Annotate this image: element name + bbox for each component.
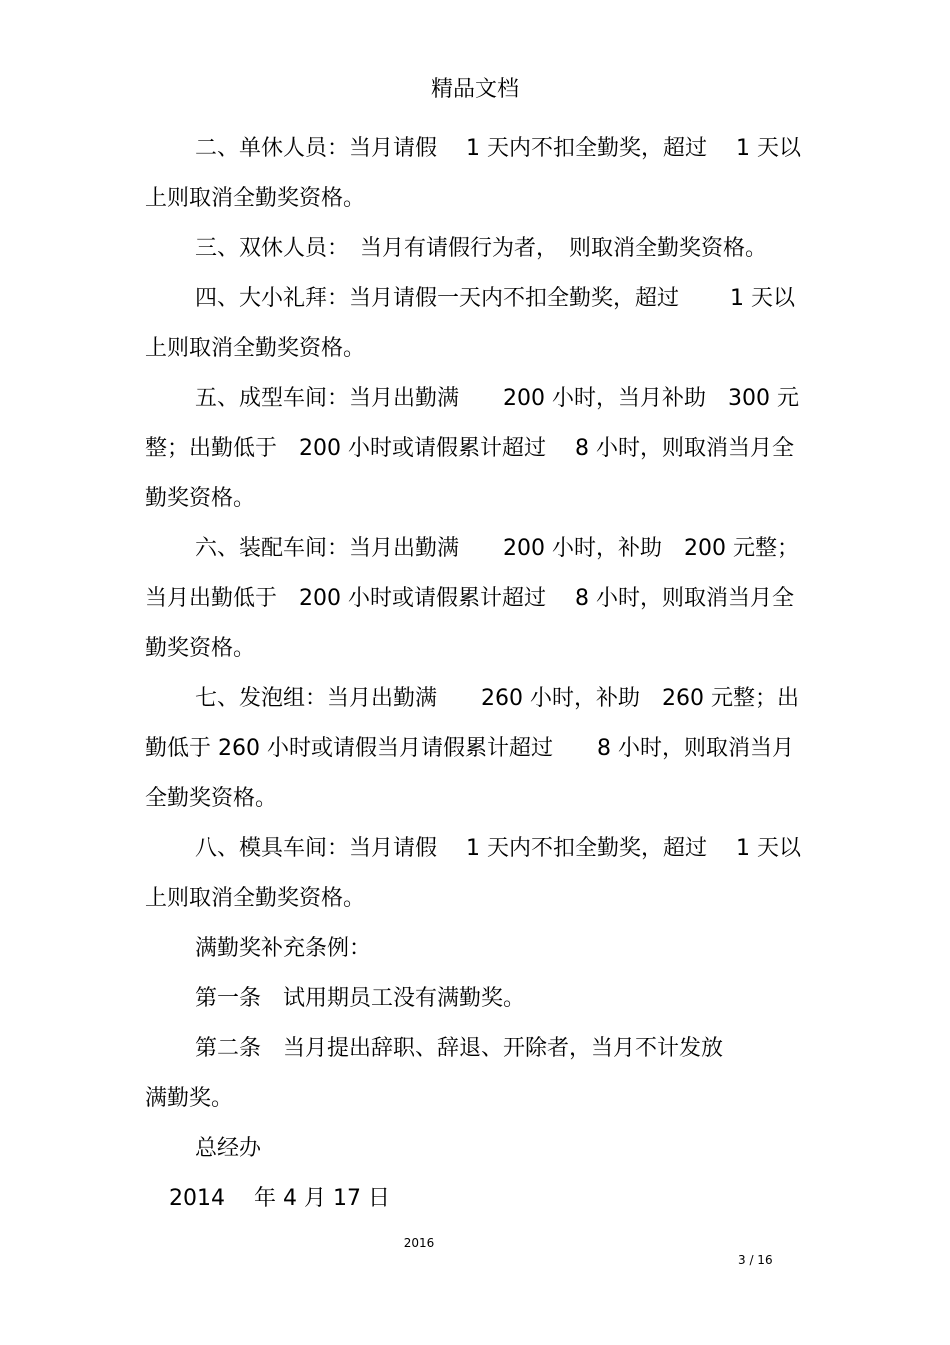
- clause-3-double-rest: 三、双休人员： 当月有请假行为者， 则取消全勤奖资格。: [195, 236, 768, 261]
- supplementary-article-1: 第一条 试用期员工没有满勤奖。: [195, 986, 526, 1011]
- page-header-title: 精品文档: [430, 77, 519, 102]
- clause-8-mold-workshop: 八、模具车间：当月请假 1 天内不扣全勤奖，超过 1 天以上则取消全勤奖资格。: [145, 836, 801, 911]
- supplementary-heading: 满勤奖补充条例：: [195, 936, 372, 961]
- clause-7-foaming-group: 七、发泡组：当月出勤满 260 小时，补助 260 元整；出勤低于 260 小时或请假当月请假累计超过 8 小时，则取消当月全勤奖资格。: [145, 686, 799, 811]
- supplementary-article-2: 第二条 当月提出辞职、辞退、开除者，当月不计发放: [195, 1036, 724, 1061]
- supplementary-article-2-continued: 满勤奖。: [145, 1086, 234, 1111]
- footer-year: 2016: [403, 1236, 435, 1250]
- document-body: [145, 124, 810, 1224]
- page-number: 3 / 16: [738, 1253, 773, 1267]
- clause-2-single-rest: 二、单休人员：当月请假 1 天内不扣全勤奖，超过 1 天以上则取消全勤奖资格。: [145, 136, 801, 211]
- clause-6-assembly-workshop: 六、装配车间：当月出勤满 200 小时，补助 200 元整；当月出勤低于 200 小时或请假累计超过 8 小时，则取消当月全勤奖资格。: [145, 536, 799, 661]
- issue-date: 2014 年 4 月 17 日: [169, 1186, 390, 1211]
- clause-5-molding-workshop: 五、成型车间：当月出勤满 200 小时，当月补助 300 元整；出勤低于 200 小时或请假累计超过 8 小时，则取消当月全勤奖资格。: [145, 386, 799, 511]
- clause-4-alternate-week: 四、大小礼拜：当月请假一天内不扣全勤奖，超过 1 天以上则取消全勤奖资格。: [145, 286, 795, 361]
- issuer-signature: 总经办: [195, 1136, 262, 1161]
